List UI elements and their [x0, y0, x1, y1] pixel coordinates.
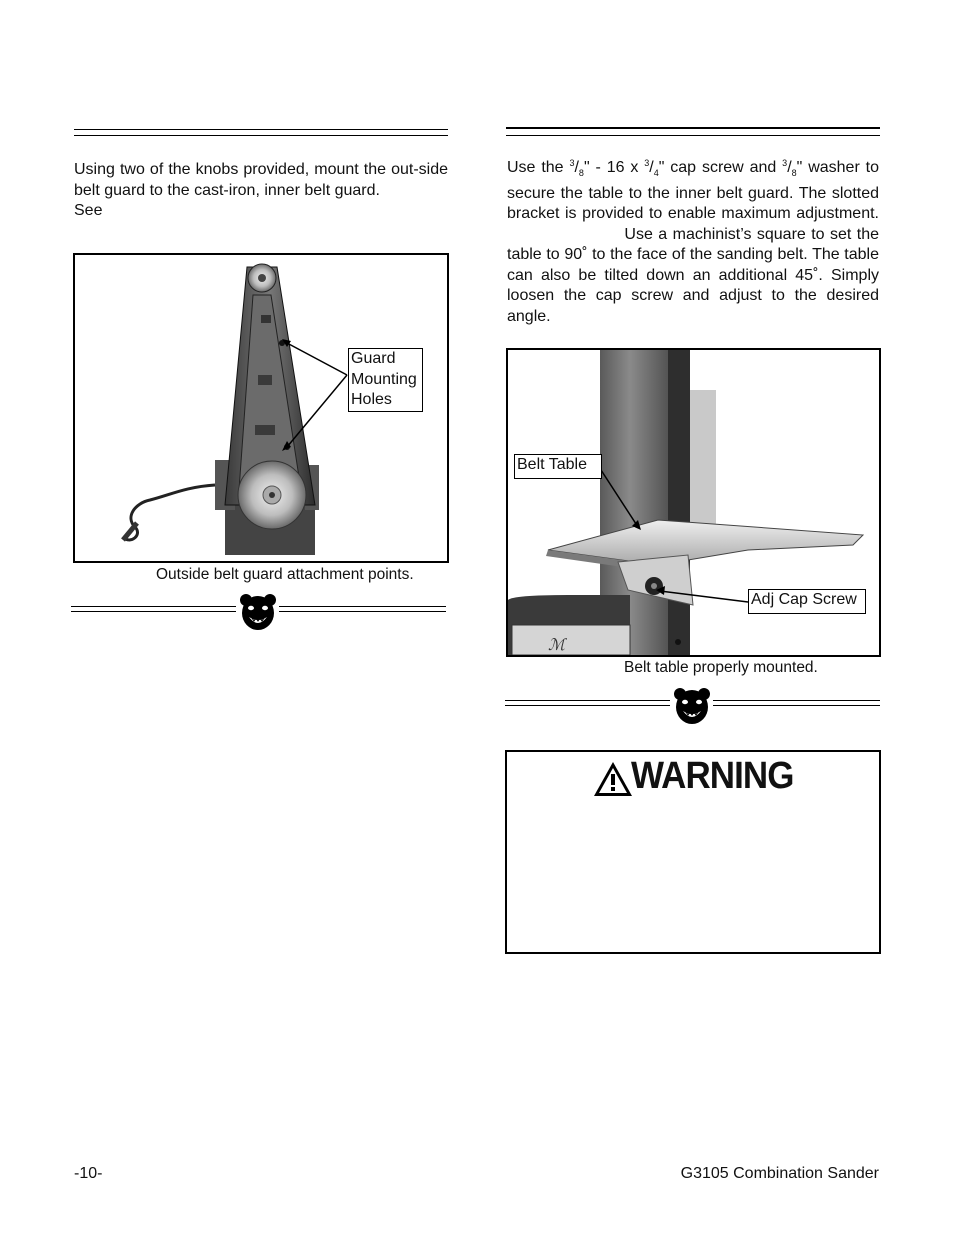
- bear-logo-icon: [672, 686, 712, 726]
- left-divider-line-b: [279, 606, 446, 612]
- para-text-2: " - 16 x: [583, 159, 645, 176]
- para-text-3: " cap screw and: [658, 159, 783, 176]
- left-figure-caption: Outside belt guard attachment points.: [156, 566, 414, 583]
- outside-belt-guard-figure: [73, 253, 449, 563]
- right-section-header-rule: [506, 127, 880, 136]
- left-instruction-paragraph: [74, 160, 448, 222]
- para-text-1: Use the: [507, 159, 570, 176]
- left-paragraph-see: See: [74, 202, 103, 220]
- bear-logo-icon: [238, 592, 278, 632]
- document-title: G3105 Combination Sander: [680, 1165, 879, 1182]
- warning-triangle-icon: [593, 761, 633, 797]
- left-section-header-rule: [74, 129, 448, 136]
- para-text-4: " washer to secure the table to the inner belt guard. The slotted bracket is provided to enable maximum adjustment.: [507, 159, 880, 223]
- callout-line-2: Mounting: [351, 370, 417, 388]
- left-divider-line-a: [71, 606, 236, 612]
- frac-num-3: 3: [782, 158, 788, 168]
- left-paragraph-text: Using two of the knobs provided, mount the out-side belt guard to the cast-iron, inner belt guard.: [74, 161, 448, 199]
- callout-line-3: Holes: [351, 391, 392, 408]
- frac-num-2: 3: [644, 158, 650, 168]
- frac-den-2: 4: [653, 168, 659, 179]
- belt-table-callout: Belt Table: [514, 454, 602, 479]
- svg-text:ℳ: ℳ: [548, 635, 566, 654]
- guard-mounting-holes-callout: [348, 348, 423, 412]
- adj-cap-screw-callout: Adj Cap Screw: [748, 589, 866, 614]
- warning-box: [505, 750, 881, 954]
- right-instruction-paragraph: Use the $^3/_8$" - 16 x $^3/_4$" cap screw and $^3/_8$" washer to secure the table to the inner belt guard. The slotted bracket is provided to enable maximum adjustment. Use a machinist’s square to set the table to 90˚ to the face of the sanding belt. The table can also be tilted down an additional 45˚. Simply loosen the cap screw and adjust to the desired angle.: [507, 158, 880, 325]
- frac-den-3: 8: [791, 168, 797, 179]
- frac-den-1: 8: [578, 168, 584, 179]
- warning-title: WARNING: [631, 755, 794, 797]
- para-text-5: Use a machinist’s square to set the table to 90˚ to the face of the sanding belt. The table can also be tilted down an additional 45˚. Simply loosen the cap screw and adjust to the desired angle.: [507, 225, 879, 325]
- right-divider-line-b: [713, 700, 880, 706]
- frac-num-1: 3: [569, 158, 575, 168]
- callout-line-1: Guard: [351, 350, 396, 367]
- page-number: -10-: [74, 1165, 103, 1182]
- belt-table-figure: [506, 348, 881, 657]
- right-divider-line-a: [505, 700, 670, 706]
- right-figure-caption: Belt table properly mounted.: [624, 659, 818, 676]
